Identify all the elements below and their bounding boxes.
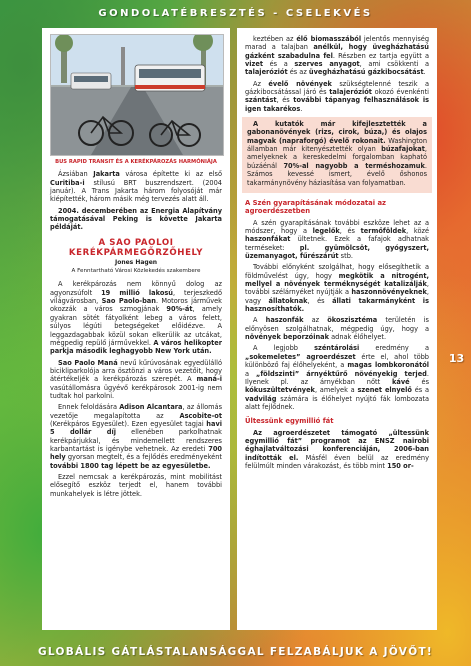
bus-rapid-transit-photo: [50, 34, 224, 156]
article-title: A SAO PAOLOI KERÉKPÁRMEGŐRZŐHELY: [68, 237, 204, 258]
article-paragraph: További előnyként szolgálhat, hogy elősegíthetik a földművelést úgy, hogy megkötik a nitrogént, mellyel a növények terméknységét katalizálják, további szélárnyéket nyújtják a haszonnövényeknek, vagy állatoknak, és állati takarmányként is hasznosíthatók.: [245, 263, 429, 314]
intro-paragraph: 2004. decemberében az Energia Alapítvány támogatásával Peking is követte Jakarta példáját.: [50, 206, 222, 232]
page-number: 13: [448, 352, 465, 365]
page-header-title: GONDOLATÉBRESZTÉS - CSELEKVÉS: [98, 8, 373, 19]
photo-caption: BUS RAPID TRANSIT ÉS A KERÉKPÁROZÁS HARMÓNIÁJA: [55, 159, 217, 165]
highlight-box: [242, 117, 432, 193]
article-paragraph: Ezzel nemcsak a kerékpározás, mint mobilitást elősegítő eszköz terjedt el, hanem további munkahelyek is létre jöttek.: [50, 473, 222, 498]
article-paragraph: Az agroerdészetet támogató „ültessünk egymillió fát” programot az ENSZ nairobi éghajlatváltozási konferenciáján, 2006-ban indították el. Másfél éven belül az eredmény felülmúlt minden várakozást, és több mint 150 or-: [245, 428, 430, 470]
article-paragraph: A kerékpározás nem könnyű dolog az agyonzsúfolt 19 millió lakosú, terjeszkedő világvárosban, Sao Paolo-ban. Motoros járművek okozzák a város szmogjának 90%-át, amely gyakran sötét fátyolként lebeg a város felett, súlyos légúti betegségeket előidézve. A leggazdagabbak közül sokan elkerülik az utcákat, mégpedig repülő járművekkel. A város helikopter parkja második leghagyobb New York után.: [50, 280, 223, 356]
section-title: A Szén gyarapításának módozatai az agroerdészetben: [245, 198, 386, 216]
article-paragraph: A szén gyarapításának további eszköze lehet az a módszer, hogy a legelők, és termőföldek, közé haszonfákat ültetnek. Ezek a fafajok adhatnak terméseket: pl. gyümölcsöt, gyógyszert, üzemanyagot, fűrészárút stb.: [245, 218, 430, 261]
intro-paragraph: Ázsiában Jakarta városa építette ki az első Curitiba-i stílusú BRT buszrendszert. (2004 január). A Trans Jakarta három folyosóját már kiépítették, három másik még tervezés alatt áll.: [50, 170, 223, 204]
article-paragraph: A haszonfák az ökoszisztéma területén is előnyösen szolgálhatnak, mégpedig úgy, hogy a növények beporzóinak adnak élőhelyet.: [245, 316, 429, 342]
left-column: [42, 28, 230, 630]
section-title: Ültessünk egymillió fát: [245, 417, 334, 426]
article-paragraph: Az évelő növények szükségtelenné teszik a gázkibocsátással járó és talajeróziót okozó évenkénti szántást, és további tápanyag felhasználások is igen takarékos.: [245, 79, 429, 113]
article-author-org: A Fenntartható Városi Közlekedés szakembere: [71, 268, 201, 275]
article-author: Jones Hagen: [114, 258, 158, 266]
article-paragraph: keztében az élő biomasszából jelentős mennyiség marad a talajban anélkül, hogy üvegházhatású gázként szabadulna fel. Részben ez tartja együtt a vizet és a szerves anyagot, ami csökkenti a talajeróziót és az üvegházhatású gázkibocsátást.: [245, 35, 430, 77]
right-column: [237, 28, 437, 630]
page-footer-slogan: GLOBÁLIS GÁTLÁSTALANSÁGGAL FELZABÁLJUK A JÖVŐT!: [37, 646, 433, 658]
article-paragraph: Sao Paolo Maná nevű kűrúvosának egyedülálló bicikliparkolója arra ösztönzi a város vezetőit, hogy átértékeljék a kerékpározás szerepét. A maná-i vasútállomásra ügyévő kerékpárosok 2001-ig nem tudtak hol parkolni.: [50, 358, 222, 400]
photo-illustration: [51, 35, 223, 155]
article-paragraph: A legjobb széntárolási eredmény a „sokemeletes” agroerdészet érte el, ahol több különböző faj élőhelyeként, a magas lombkoronától a „földszinti” árnyéktűrő növényekig terjed. Ilyenek pl. az árnyékban nőtt kávé és kókuszültetvények, amelyek a szenet elnyelő és a vadvilág számára is élőhelyet nyújtó fák lombozata alatt fejlődnek.: [245, 344, 430, 411]
article-paragraph: Ennek feloldására Adison Alcantara, az állomás vezetője megalapította az Ascobite-ot (Kerékpáros Egyesület). Ezen egyesület tagjai havi 5 dollár díj ellenében parkolhatnak kerékpárjukkal, és mindemellett rendszeres karbantartást is igénybe vehetnek. Az eredeti 700 hely gyorsan megtelt, és a fejlődés eredményeként további 1800 tag lépett be az egyesületbe.: [50, 403, 223, 470]
highlight-paragraph: A kutatók már kifejlesztették a gabonanövények (rizs, cirok, búza,) és olajos magvak (napraforgó) évelő rokonait. Washington államban már kitenyésztették olyan búzafajokat, amelyeknek a kereskedelmi forgalomban kapható búzáénál 70%-al nagyobb a terméshozamuk. Számos kevessé ismert, évelő őshonos takarmánynövény háziasítása van folyamatban.: [247, 120, 427, 187]
